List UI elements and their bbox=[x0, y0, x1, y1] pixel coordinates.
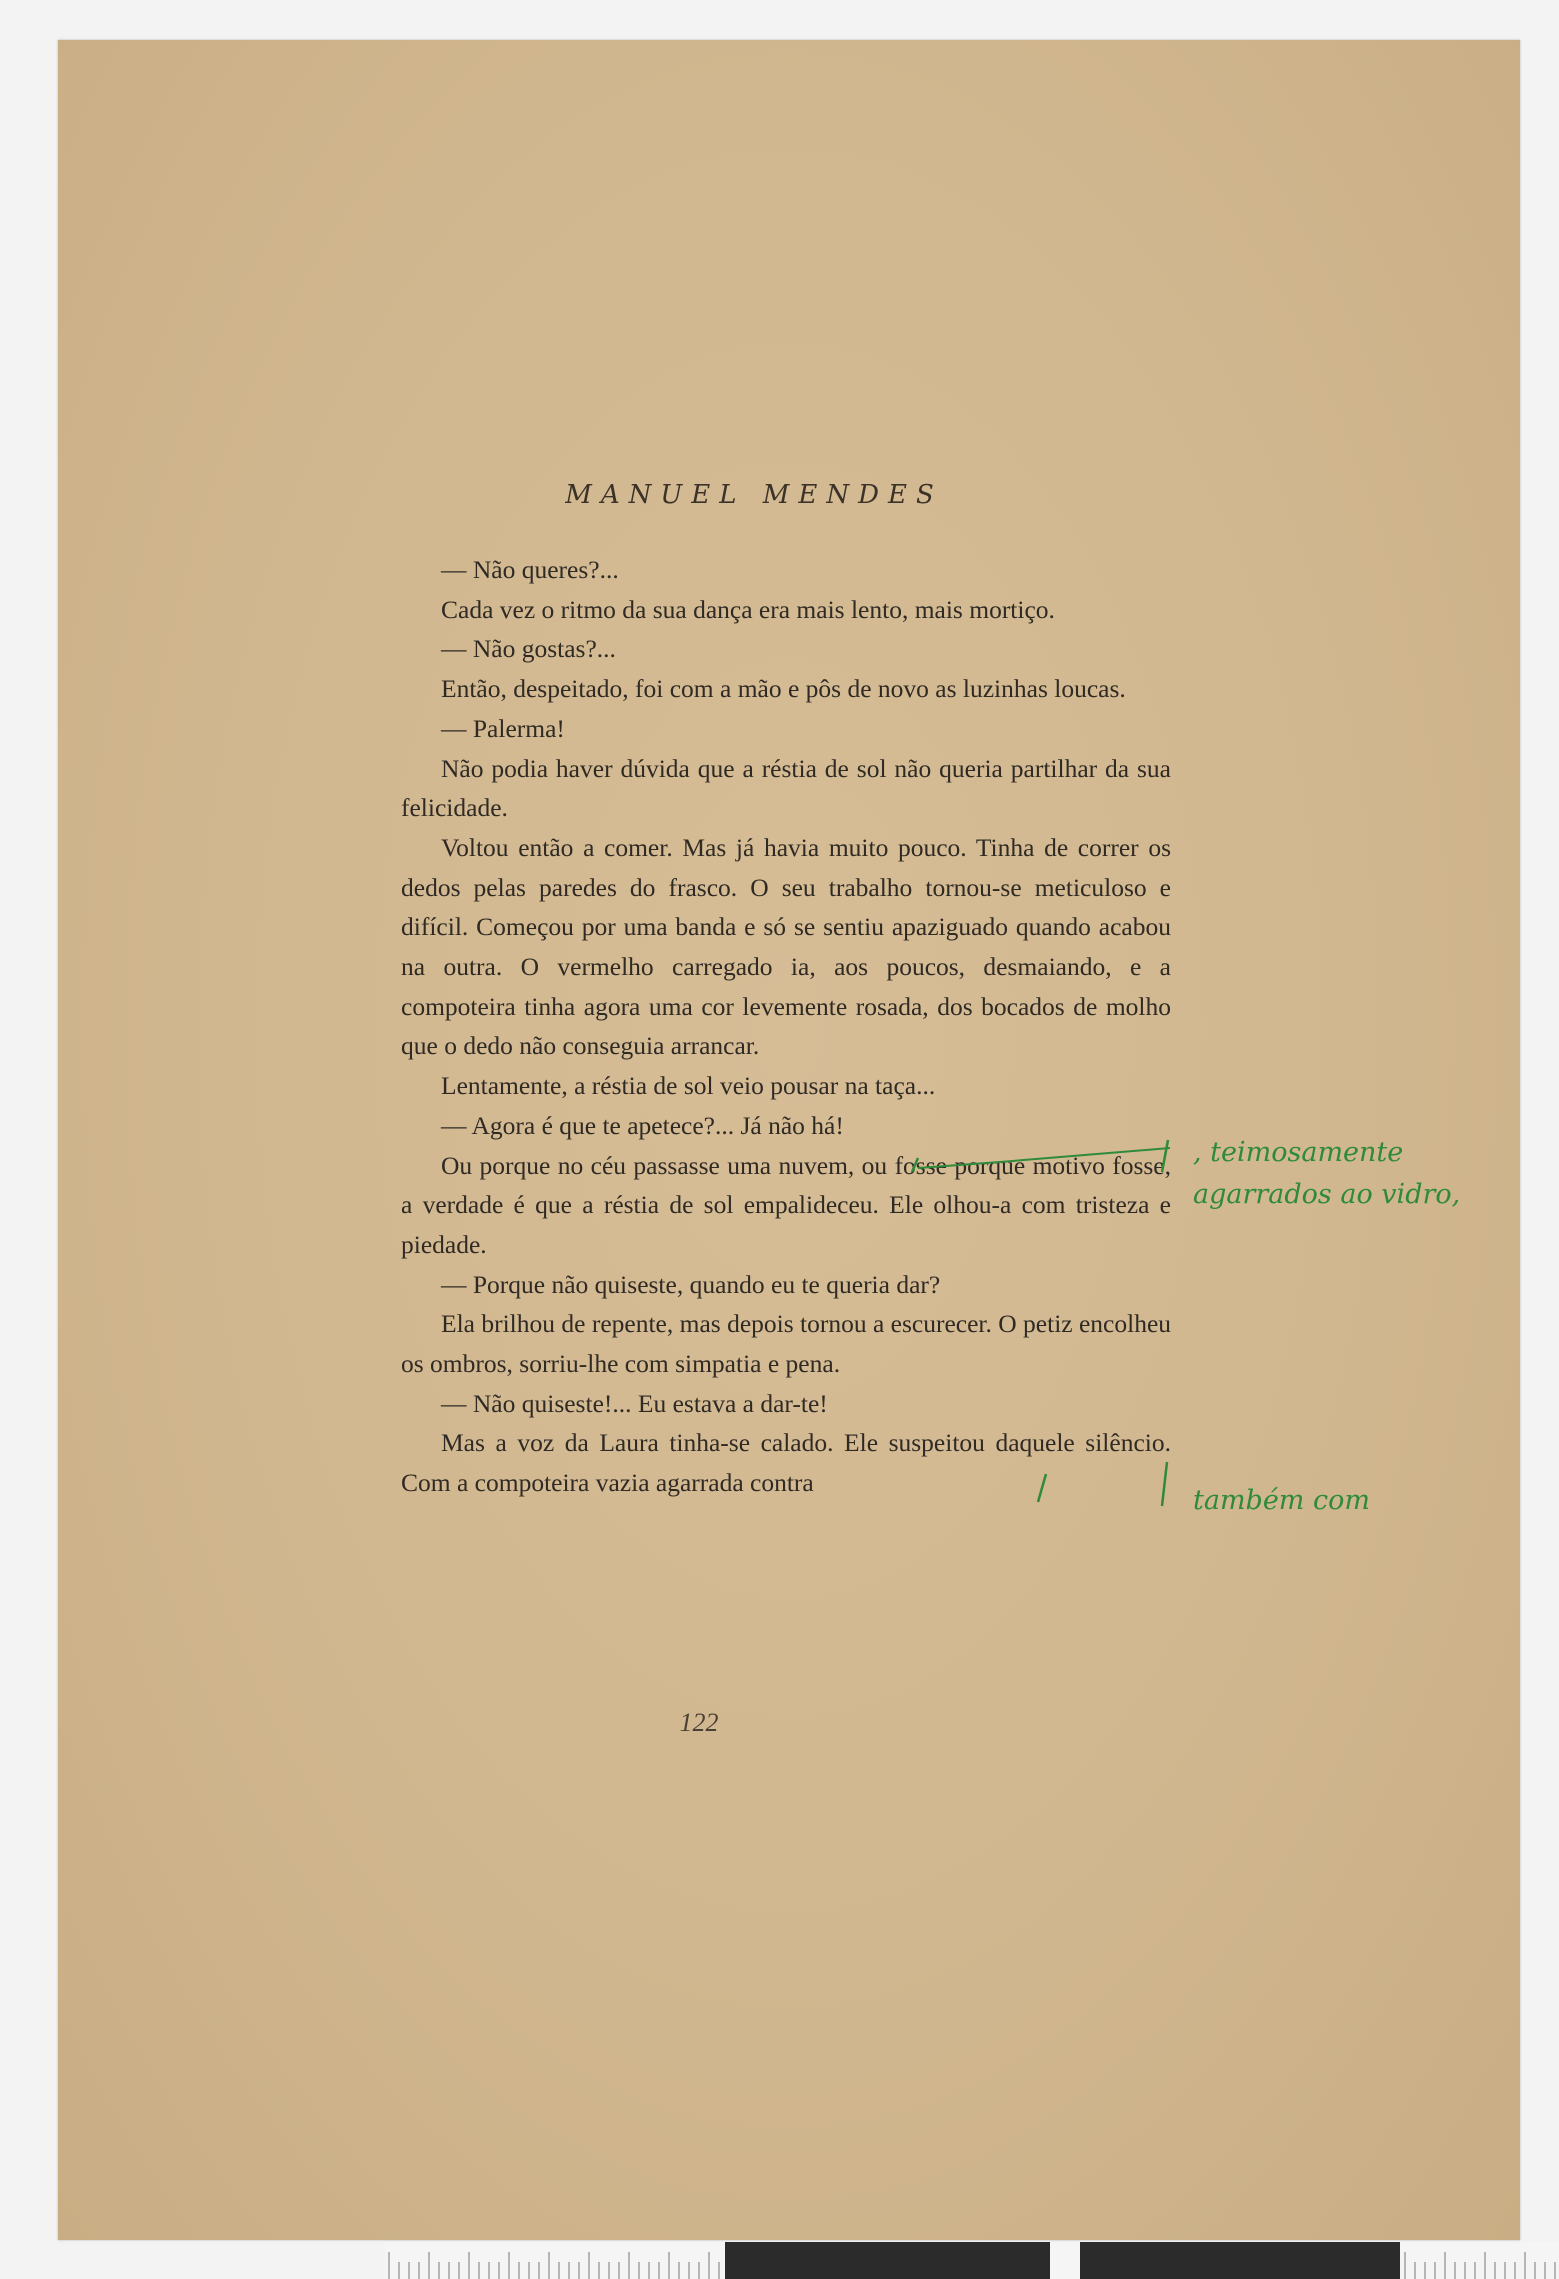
text-paragraph: Ela brilhou de repente, mas depois tornou a escurecer. O petiz encolheu os ombros, sorriu-lhe com simpatia e pena. bbox=[401, 1309, 1172, 1379]
text-paragraph: Voltou então a comer. Mas já havia muito pouco. Tinha de correr os dedos pelas paredes do frasco. O seu trabalho tornou-se meticuloso e difícil. Começou por uma banda e só se sentiu apaziguado quando acabou na outra. O vermelho carregado ia, aos poucos, desmaiando, e a compoteira tinha agora uma cor levemente rosada, dos bocados de molho que o dedo não conseguia arrancar. bbox=[401, 832, 1171, 1061]
body-text bbox=[401, 550, 1171, 1503]
color-calibration-ruler bbox=[385, 2242, 1559, 2279]
text-line: — Porque não quiseste, quando eu te queria dar? bbox=[441, 1269, 941, 1299]
document-page bbox=[58, 40, 1520, 2240]
text-paragraph: Não podia haver dúvida que a réstia de sol não queria partilhar da sua felicidade. bbox=[401, 753, 1171, 823]
text-line: — Não queres?... bbox=[441, 555, 619, 584]
text-line: — Não gostas?... bbox=[441, 634, 616, 664]
text-line: — Não quiseste!... Eu estava a dar-te! bbox=[441, 1388, 828, 1418]
page-number: 122 bbox=[679, 1708, 719, 1737]
margin-note-handwritten: , teimosamente agarrados ao vidro, bbox=[1193, 1137, 1461, 1210]
text-line: — Palerma! bbox=[441, 713, 565, 743]
text-paragraph: Cada vez o ritmo da sua dança era mais lento, mais mortiço. bbox=[441, 594, 1055, 624]
text-paragraph: Lentamente, a réstia de sol veio pousar na taça... bbox=[441, 1071, 936, 1101]
text-paragraph: Então, despeitado, foi com a mão e pôs de novo as luzinhas loucas. bbox=[441, 674, 1126, 704]
running-head: MANUEL MENDES bbox=[565, 480, 943, 510]
margin-note-handwritten: também com bbox=[1193, 1485, 1370, 1516]
text-paragraph: Ou porque no céu passasse uma nuvem, ou fosse porque motivo fosse, a verdade é que a réstia de sol empalideceu. Ele olhou-a com tristeza e piedade. bbox=[401, 1150, 1171, 1259]
text-line: — Agora é que te apetece?... Já não há! bbox=[441, 1110, 844, 1140]
text-paragraph: Mas a voz da Laura tinha-se calado. Ele suspeitou daquele silêncio. Com a compoteira vazia agarrada contra bbox=[401, 1428, 1171, 1498]
